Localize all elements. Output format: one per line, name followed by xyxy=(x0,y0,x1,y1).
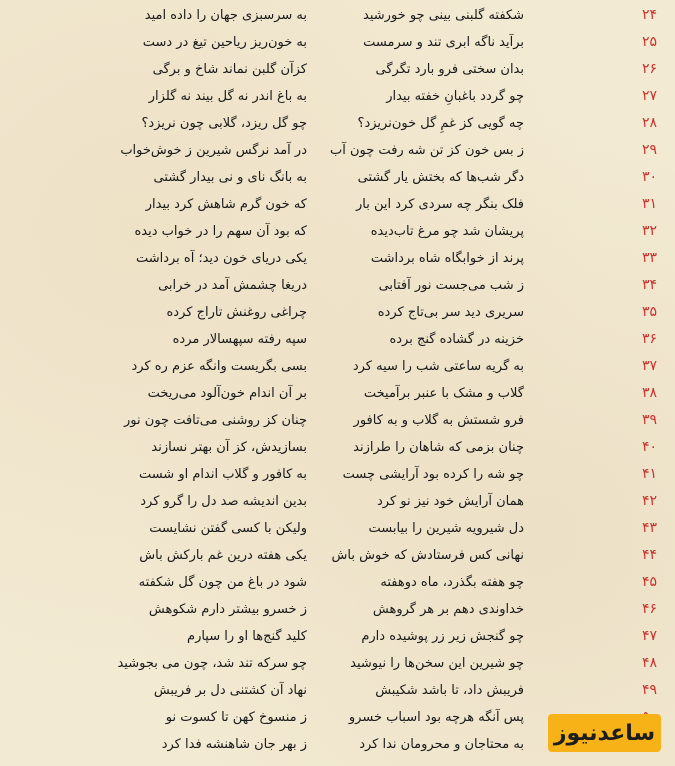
verse-second-hemistich: دریغا چشمش آمد در خرابی xyxy=(158,278,307,293)
verse-first-hemistich: دل شیرویه شیرین را بیابست xyxy=(368,521,524,536)
verse-row xyxy=(0,83,675,110)
verse-second-hemistich: به سرسبزی جهان را داده امید xyxy=(144,8,307,23)
verse-row xyxy=(0,677,675,704)
verse-second-hemistich: نهاد آن کشتنی دل بر فریبش xyxy=(153,683,307,698)
verse-row xyxy=(0,434,675,461)
verse-number: ۴۹ xyxy=(641,682,657,698)
verse-row xyxy=(0,164,675,191)
verse-second-hemistich: در آمد نرگس شیرین ز خوش‌خواب xyxy=(120,143,307,158)
verse-row xyxy=(0,569,675,596)
verse-number: ۴۱ xyxy=(641,466,657,482)
verse-second-hemistich: به خون‌ریز ریاحین تیغ در دست xyxy=(142,35,307,50)
verse-second-hemistich: به کافور و گلاب اندام او شست xyxy=(138,467,307,482)
verse-second-hemistich: یکی دریای خون دید؛ آه برداشت xyxy=(135,251,307,266)
verse-number: ۲۷ xyxy=(641,88,657,104)
verse-first-hemistich: همان آرایش خود نیز نو کرد xyxy=(377,494,524,509)
verse-second-hemistich: به باغ اندر نه گل بیند نه گلزار xyxy=(148,89,307,104)
verse-row xyxy=(0,29,675,56)
verse-second-hemistich: بسازیدش، کز آن بهتر نسازند xyxy=(151,440,307,455)
verse-first-hemistich: فلک بنگر چه سردی کرد این بار xyxy=(355,197,524,212)
verse-second-hemistich: بدین اندیشه صد دل را گرو کرد xyxy=(140,494,307,509)
verse-row xyxy=(0,245,675,272)
verse-second-hemistich: چو سرکه تند شد، چون می بجوشید xyxy=(117,656,307,671)
verse-number: ۲۵ xyxy=(641,34,657,50)
poem-table xyxy=(0,2,675,758)
verse-first-hemistich: ز شب می‌جست نور آفتابی xyxy=(378,278,524,293)
verse-row xyxy=(0,650,675,677)
verse-row xyxy=(0,137,675,164)
verse-number: ۲۸ xyxy=(641,115,657,131)
verse-first-hemistich: ز بس خون کز تن شه رفت چون آب xyxy=(330,143,524,158)
verse-number: ۳۱ xyxy=(641,196,657,212)
verse-second-hemistich: چراغی روغنش تاراج کرده xyxy=(166,305,307,320)
verse-row xyxy=(0,596,675,623)
verse-number: ۴۵ xyxy=(641,574,657,590)
verse-number: ۳۳ xyxy=(641,250,657,266)
verse-second-hemistich: ولیکن با کسی گفتن نشایست xyxy=(149,521,307,536)
verse-first-hemistich: گلاب و مشک با عنبر برآمیخت xyxy=(363,386,524,401)
verse-first-hemistich: به محتاجان و محرومان ندا کرد xyxy=(359,737,524,752)
verse-first-hemistich: چو گردد باغبانِ خفته بیدار xyxy=(386,89,524,104)
verse-row xyxy=(0,353,675,380)
verse-row xyxy=(0,380,675,407)
verse-number: ۴۳ xyxy=(641,520,657,536)
verse-number: ۳۷ xyxy=(641,358,657,374)
verse-second-hemistich: که خون گرم شاهش کرد بیدار xyxy=(145,197,307,212)
verse-first-hemistich: بدان سختی فرو بارد تگرگی xyxy=(375,62,524,77)
verse-row xyxy=(0,515,675,542)
verse-first-hemistich: فریبش داد، تا باشد شکیبش xyxy=(375,683,524,698)
verse-first-hemistich: شکفته گلبنی بینی چو خورشید xyxy=(363,8,524,23)
verse-first-hemistich: دگر شب‌ها که بختش یار گشتی xyxy=(357,170,524,185)
verse-row xyxy=(0,542,675,569)
verse-number: ۳۵ xyxy=(641,304,657,320)
verse-row xyxy=(0,56,675,83)
verse-number: ۳۹ xyxy=(641,412,657,428)
verse-number: ۳۸ xyxy=(641,385,657,401)
verse-row xyxy=(0,326,675,353)
verse-second-hemistich: شود در باغ من چون گل شکفته xyxy=(138,575,307,590)
verse-row xyxy=(0,461,675,488)
verse-number: ۲۴ xyxy=(641,7,657,23)
verse-second-hemistich: ز خسرو بیشتر دارم شکوهش xyxy=(148,602,307,617)
verse-first-hemistich: چو هفته بگذرد، ماه دوهفته xyxy=(380,575,524,590)
verse-first-hemistich: چنان بزمی که شاهان را طرازند xyxy=(353,440,524,455)
verse-second-hemistich: سپه رفته سپهسالار مرده xyxy=(172,332,307,347)
verse-second-hemistich: یکی هفته درین غم بارکش باش xyxy=(139,548,307,563)
verse-first-hemistich: سریری دید سر بی‌تاج کرده xyxy=(377,305,524,320)
verse-number: ۳۴ xyxy=(641,277,657,293)
verse-first-hemistich: چو گنجش زیر زر پوشیده دارم xyxy=(361,629,524,644)
verse-number: ۴۰ xyxy=(641,439,657,455)
verse-second-hemistich: به بانگ نای و نی بیدار گشتی xyxy=(153,170,307,185)
verse-first-hemistich: پس آنگه هرچه بود اسباب خسرو xyxy=(348,710,524,725)
verse-number: ۴۷ xyxy=(641,628,657,644)
verse-number: ۲۶ xyxy=(641,61,657,77)
verse-first-hemistich: پریشان شد چو مرغ تاب‌دیده xyxy=(370,224,524,239)
verse-first-hemistich: خزینه در گشاده گنج برده xyxy=(389,332,524,347)
verse-row xyxy=(0,110,675,137)
verse-first-hemistich: چو شه را کرده بود آرایشی چست xyxy=(342,467,524,482)
verse-row xyxy=(0,218,675,245)
verse-first-hemistich: چو شیرین این سخن‌ها را نیوشید xyxy=(350,656,524,671)
verse-number: ۴۶ xyxy=(641,601,657,617)
verse-number: ۴۸ xyxy=(641,655,657,671)
verse-row xyxy=(0,623,675,650)
verse-number: ۲۹ xyxy=(641,142,657,158)
verse-row xyxy=(0,488,675,515)
verse-second-hemistich: ز منسوخ کهن تا کسوت نو xyxy=(165,710,307,725)
verse-second-hemistich: بر آن اندام خون‌آلود می‌ریخت xyxy=(147,386,307,401)
verse-number: ۳۶ xyxy=(641,331,657,347)
verse-first-hemistich: نهانی کس فرستادش که خوش باش xyxy=(331,548,524,563)
verse-first-hemistich: فرو شستش به گلاب و به کافور xyxy=(353,413,524,428)
verse-first-hemistich: پرند از خوابگاه شاه برداشت xyxy=(370,251,524,266)
verse-second-hemistich: کزآن گلبن نماند شاخ و برگی xyxy=(152,62,307,77)
verse-number: ۴۴ xyxy=(641,547,657,563)
verse-number: ۴۲ xyxy=(641,493,657,509)
site-logo[interactable]: ساعدنیوز xyxy=(548,714,661,752)
verse-second-hemistich: چنان کز روشنی می‌تافت چون نور xyxy=(124,413,307,428)
verse-number: ۳۲ xyxy=(641,223,657,239)
verse-row xyxy=(0,407,675,434)
verse-first-hemistich: به گریه ساعتی شب را سیه کرد xyxy=(352,359,524,374)
verse-row xyxy=(0,2,675,29)
verse-second-hemistich: که بود آن سهم را در خواب دیده xyxy=(134,224,307,239)
verse-row xyxy=(0,272,675,299)
verse-row xyxy=(0,191,675,218)
verse-first-hemistich: خداوندی دهم بر هر گروهش xyxy=(372,602,524,617)
verse-first-hemistich: چه گویی کز غمِ گل خون‌نریزد؟ xyxy=(357,116,524,131)
verse-second-hemistich: ز بهر جان شاهنشه فدا کرد xyxy=(161,737,307,752)
verse-second-hemistich: چو گل ریزد، گلابی چون نریزد؟ xyxy=(141,116,307,131)
verse-number: ۳۰ xyxy=(641,169,657,185)
verse-second-hemistich: کلید گنج‌ها او را سپارم xyxy=(187,629,307,644)
verse-row xyxy=(0,299,675,326)
verse-second-hemistich: بسی بگریست وانگه عزم ره کرد xyxy=(131,359,307,374)
verse-first-hemistich: برآید ناگه ابری تند و سرمست xyxy=(363,35,524,50)
